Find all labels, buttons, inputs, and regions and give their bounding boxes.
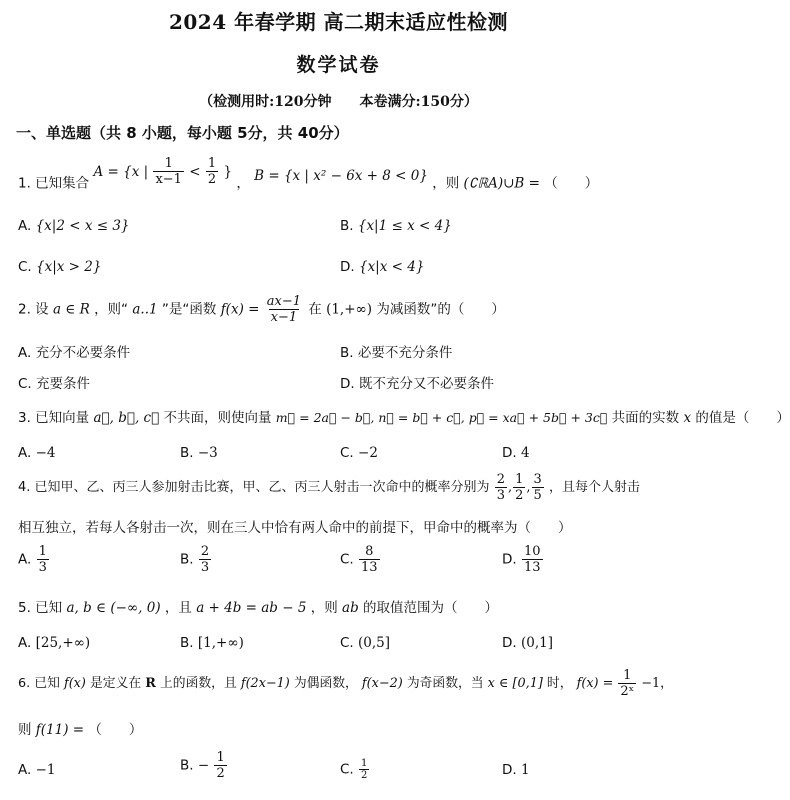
q4-line1-suffix: ，且每个人射击 [548, 480, 640, 495]
frac-den: 13 [523, 560, 541, 575]
q6-real-set: R [145, 676, 156, 691]
option-fraction [359, 758, 369, 781]
option-label: D. [502, 762, 517, 778]
q2-option-c [18, 372, 90, 392]
frac-den: 2 [216, 766, 225, 781]
frac-num: 1 [623, 668, 632, 683]
q1-prefix: 1. 已知集合 [18, 175, 90, 192]
q2-fraction [265, 294, 303, 325]
option-label: B. [180, 757, 194, 774]
q5-prefix: 5. 已知 [18, 600, 63, 616]
frac-den: 3 [38, 560, 47, 575]
question-2-stem [18, 294, 505, 325]
frac-den: 13 [361, 560, 378, 575]
option-text: {x|2 < x ≤ 3} [35, 218, 130, 234]
q6-mid5: 时， [546, 676, 573, 691]
q2-option-a [18, 341, 130, 361]
q6-fraction [618, 668, 636, 699]
q3-variable: x [683, 410, 692, 426]
q5-suffix: 的取值范围为（ ） [363, 600, 499, 616]
option-label: D. [502, 445, 517, 461]
q5-variable: ab [342, 600, 359, 616]
q1-sep: ， [236, 175, 250, 192]
question-4-line-1 [18, 472, 640, 503]
q2-cond2: a..1 [132, 301, 158, 318]
q4-option-b [180, 544, 212, 575]
option-label: A. [18, 445, 32, 461]
question-3-stem [18, 406, 790, 426]
option-text: −1 [35, 762, 56, 778]
option-text: −3 [197, 445, 218, 461]
option-label: B. [180, 445, 194, 461]
option-label: B. [180, 635, 194, 651]
exam-info: （检测用时:120分钟 本卷满分:150分） [199, 94, 478, 110]
q6-prefix: 6. 已知 [18, 676, 60, 691]
question-5-stem [18, 596, 498, 616]
q2-function: f(x) = [220, 301, 260, 318]
q4-line1-prefix: 4. 已知甲、乙、丙三人参加射击比赛，甲、乙、丙三人射击一次命中的概率分别为 [18, 480, 490, 495]
q4-prob-2 [513, 472, 525, 503]
question-6-line-1 [18, 668, 673, 699]
frac-num: 10 [523, 544, 541, 559]
option-text: 1 [520, 762, 530, 778]
q6-mid3: 为偶函数， [293, 676, 358, 691]
q6-f2: f(2x−1) [240, 676, 290, 691]
q2-frac-num: ax−1 [266, 294, 301, 309]
q5-option-b [180, 635, 244, 651]
q6-option-b [180, 750, 228, 781]
q1-rhs-den: 2 [207, 172, 217, 187]
q3-option-d [502, 445, 530, 461]
q5-mid2: ，则 [310, 600, 338, 616]
q6-condition: x ∈ [0,1] [487, 676, 543, 691]
q1-less-than: < [189, 163, 201, 180]
q6-mid1: 是定义在 [89, 676, 142, 691]
q2-mid1: ，则“ [94, 301, 129, 318]
q6-line2-prefix: 则 [18, 722, 32, 738]
q2-interval: (1,+∞) [326, 301, 373, 318]
option-text: {x|1 ≤ x < 4} [357, 218, 452, 234]
option-label: D. [340, 259, 355, 275]
section-title: 一、单选题（共 8 小题，每小题 5分，共 40分） [16, 124, 349, 142]
frac-num: 1 [216, 750, 225, 765]
option-label: A. [18, 345, 32, 361]
frac-num: 1 [38, 544, 47, 559]
q1-answer-paren: （ ） [544, 175, 599, 192]
q6-tail: −1， [641, 676, 673, 691]
q4-comma: , [507, 480, 513, 495]
q3-expression: m⃗ = 2a⃗ − b⃗, n⃗ = b⃗ + c⃗, p⃗ = xa⃗ + 5b⃗ + 3c⃗ [275, 410, 608, 425]
q2-mid3: 在 [308, 301, 322, 318]
option-label: A. [18, 762, 32, 778]
q3-mid1: 不共面，则使向量 [163, 410, 272, 426]
q1-set-a-tail: } [223, 163, 233, 180]
q6-f1: f(x) [63, 676, 86, 691]
q6-mid2: 上的函数，且 [159, 676, 237, 691]
option-text: 充要条件 [36, 376, 91, 392]
option-sign: − [197, 757, 210, 774]
frac-num: 2 [200, 544, 210, 559]
q1-expression: (∁ℝA)∪B = [463, 175, 540, 192]
option-label: C. [18, 259, 32, 275]
option-label: A. [18, 218, 32, 234]
q4-comma: , [526, 480, 531, 495]
exam-subject: 数学试卷 [296, 54, 381, 76]
question-1-stem [18, 156, 599, 199]
option-label: D. [340, 376, 355, 392]
option-label: D. [502, 635, 517, 651]
q1-option-d [340, 259, 424, 275]
frac-num: 2 [496, 472, 505, 487]
q6-line2-suffix: （ ） [88, 722, 143, 738]
q2-mid2: ”是“函数 [161, 301, 217, 318]
option-text: (0,1] [520, 635, 553, 651]
q1-set-b: B = {x | x² − 6x + 8 < 0} [254, 167, 428, 184]
q2-suffix: 为减函数”的（ ） [376, 301, 505, 318]
q3-option-c [340, 445, 378, 461]
q4-prob-1 [495, 472, 507, 503]
q1-frac-num: 1 [164, 156, 173, 171]
q4-prob-3 [532, 472, 544, 503]
frac-den: 2 [515, 488, 524, 503]
option-fraction [359, 544, 380, 575]
q1-frac-den: x−1 [155, 172, 182, 187]
frac-den: 2 [361, 770, 368, 781]
q2-option-d [340, 372, 494, 392]
q1-then: ，则 [432, 175, 460, 192]
option-label: C. [340, 445, 354, 461]
q1-option-c [18, 259, 101, 275]
q6-fx: f(x) = [576, 676, 614, 691]
option-text: {x|x < 4} [358, 259, 425, 275]
option-label: B. [340, 218, 354, 234]
q6-f3: f(x−2) [361, 676, 403, 691]
option-text: [1,+∞) [197, 635, 244, 651]
q3-vectors: a⃗, b⃗, c⃗ [93, 410, 160, 426]
option-label: A. [18, 635, 32, 651]
q1-set-a-rhs [206, 156, 218, 187]
option-label: A. [18, 551, 32, 568]
option-label: C. [340, 635, 354, 651]
frac-num: 3 [533, 472, 542, 487]
option-label: C. [340, 761, 354, 778]
q5-mid1: ，且 [164, 600, 192, 616]
option-text: 4 [520, 445, 530, 461]
question-6-line-2 [18, 718, 142, 738]
q5-equation: a + 4b = ab − 5 [196, 600, 307, 616]
q4-option-c [340, 544, 381, 575]
frac-num: 1 [515, 472, 524, 487]
option-text: [25,+∞) [35, 635, 91, 651]
q5-option-d [502, 635, 553, 651]
q3-option-b [180, 445, 218, 461]
q2-frac-den: x−1 [270, 310, 298, 325]
q3-suffix: 的值是（ ） [695, 410, 790, 426]
q4-option-d [502, 544, 544, 575]
q1-option-b [340, 218, 452, 234]
frac-den: 3 [496, 488, 505, 503]
q2-option-b [340, 341, 452, 361]
option-text: 既不充分又不必要条件 [358, 376, 494, 392]
q6-option-a [18, 762, 56, 778]
q3-option-a [18, 445, 56, 461]
question-4-line-2: 相互独立，若每人各射击一次，则在三人中恰有两人命中的前提下，甲命中的概率为（ ） [18, 520, 572, 536]
option-fraction [199, 544, 211, 575]
option-text: 充分不必要条件 [35, 345, 131, 361]
q3-mid2: 共面的实数 [611, 410, 680, 426]
option-label: B. [340, 345, 354, 361]
q6-mid4: 为奇函数，当 [406, 676, 484, 691]
option-label: C. [340, 551, 354, 568]
q6-option-d [502, 762, 530, 778]
q1-rhs-num: 1 [207, 156, 217, 171]
frac-den: 5 [533, 488, 542, 503]
frac-num: 8 [365, 544, 374, 559]
q5-option-a [18, 635, 90, 651]
option-fraction [522, 544, 543, 575]
option-text: 必要不充分条件 [357, 345, 453, 361]
q2-prefix: 2. 设 [18, 301, 49, 318]
option-text: {x|x > 2} [36, 259, 102, 275]
option-fraction [214, 750, 226, 781]
q1-set-a-head: A = {x | [93, 163, 149, 180]
q1-option-a [18, 218, 130, 234]
option-text: −4 [35, 445, 56, 461]
q4-option-a [18, 544, 50, 575]
frac-den: 3 [200, 560, 210, 575]
q5-condition: a, b ∈ (−∞, 0) [66, 600, 161, 616]
option-label: D. [502, 551, 517, 568]
option-label: C. [18, 376, 32, 392]
exam-title: 2024 年春学期 高二期末适应性检测 [168, 10, 509, 34]
option-fraction [37, 544, 49, 575]
frac-num: 1 [361, 758, 368, 769]
frac-den: 2ˣ [620, 684, 635, 699]
option-text: −2 [358, 445, 378, 461]
q3-prefix: 3. 已知向量 [18, 410, 90, 426]
q6-option-c [340, 758, 370, 781]
q2-cond1: a ∈ R [52, 301, 90, 318]
q1-set-a-fraction [153, 156, 184, 187]
q6-line2-expr: f(11) = [35, 722, 85, 738]
q5-option-c [340, 635, 390, 651]
option-label: B. [180, 551, 194, 568]
option-text: (0,5] [358, 635, 391, 651]
